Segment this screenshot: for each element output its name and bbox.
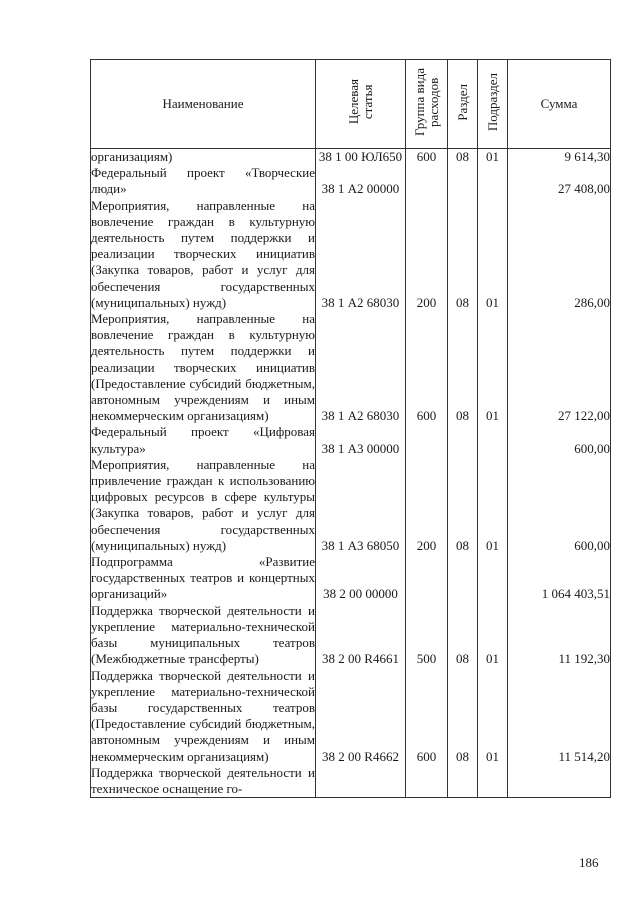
row-section <box>448 424 478 456</box>
table-row <box>91 765 611 798</box>
row-sum <box>508 765 611 798</box>
row-target-code: 38 1 А2 68030 <box>316 311 406 424</box>
table-row <box>91 311 611 424</box>
row-sum: 11 514,20 <box>508 668 611 765</box>
table-row <box>91 424 611 456</box>
header-group: Группа вида расходов <box>406 60 448 149</box>
row-target-code: 38 2 00 00000 <box>316 554 406 603</box>
row-name: Поддержка творческой деятельности и укрепление материально-технической базы государственных театров (Предоставление субсидий бюджетным, автономным учреждениям и иным некоммерческим организациям) <box>91 667 315 764</box>
header-target: Целевая статья <box>316 60 406 149</box>
header-name: Наименование <box>91 60 316 149</box>
row-section <box>448 554 478 603</box>
row-subsection: 01 <box>478 603 508 668</box>
row-section: 08 <box>448 311 478 424</box>
row-group: 600 <box>406 311 448 424</box>
row-subsection <box>478 765 508 798</box>
row-target-code: 38 1 А2 68030 <box>316 198 406 311</box>
row-group: 200 <box>406 198 448 311</box>
row-subsection: 01 <box>478 668 508 765</box>
page-number: 186 <box>579 855 599 870</box>
row-sum: 27 408,00 <box>508 165 611 197</box>
row-group <box>406 765 448 798</box>
row-sum: 27 122,00 <box>508 311 611 424</box>
row-name: Подпрограмма «Развитие государственных театров и концертных организаций» <box>91 554 315 602</box>
row-sum: 9 614,30 <box>508 149 611 166</box>
row-subsection <box>478 165 508 197</box>
row-sum: 286,00 <box>508 198 611 311</box>
row-target-code <box>316 765 406 798</box>
row-name: Федеральный проект «Цифровая культура» <box>91 424 315 456</box>
row-subsection: 01 <box>478 311 508 424</box>
row-group <box>406 554 448 603</box>
table-row <box>91 457 611 554</box>
header-section: Раздел <box>448 60 478 149</box>
row-sum: 11 192,30 <box>508 603 611 668</box>
row-subsection: 01 <box>478 149 508 166</box>
row-group <box>406 424 448 456</box>
table-row <box>91 198 611 311</box>
table-header-row <box>91 60 611 149</box>
table-row <box>91 165 611 197</box>
table-row <box>91 603 611 668</box>
row-group: 200 <box>406 457 448 554</box>
row-subsection: 01 <box>478 198 508 311</box>
row-group <box>406 165 448 197</box>
row-section: 08 <box>448 603 478 668</box>
table-row <box>91 554 611 603</box>
row-name: Мероприятия, направленные на вовлечение граждан в культурную деятельность путем поддержки и реализации творческих инициатив (Закупка товаров, работ и услуг для обеспечения государственных (муниципальных) нужд) <box>91 197 315 310</box>
row-subsection <box>478 554 508 603</box>
row-name: Поддержка творческой деятельности и техническое оснащение го- <box>91 764 315 796</box>
row-section: 08 <box>448 198 478 311</box>
row-target-code: 38 2 00 R4662 <box>316 668 406 765</box>
row-section <box>448 765 478 798</box>
table-row <box>91 149 611 166</box>
row-target-code: 38 1 А3 68050 <box>316 457 406 554</box>
row-name: Поддержка творческой деятельности и укрепление материально-технической базы муниципальных театров (Межбюджетные трансферты) <box>91 602 315 667</box>
row-target-code: 38 1 А3 00000 <box>316 424 406 456</box>
row-sum: 600,00 <box>508 424 611 456</box>
row-group: 600 <box>406 149 448 166</box>
header-subsection: Подраздел <box>478 60 508 149</box>
row-target-code: 38 1 00 ЮЛ650 <box>316 149 406 166</box>
budget-table <box>90 59 611 798</box>
row-name: Мероприятия, направленные на вовлечение граждан в культурную деятельность путем поддержки и реализации творческих инициатив (Предоставление субсидий бюджетным, автономным учреждениям и иным некоммерческим организациям) <box>91 311 315 424</box>
row-subsection: 01 <box>478 457 508 554</box>
row-section: 08 <box>448 149 478 166</box>
header-sum: Сумма <box>508 60 611 149</box>
row-name: организациям) <box>91 149 316 166</box>
row-target-code: 38 1 А2 00000 <box>316 165 406 197</box>
row-name: Мероприятия, направленные на привлечение граждан к использованию цифровых ресурсов в сфере культуры (Закупка товаров, работ и услуг для обеспечения государственных (муниципальных) нужд) <box>91 456 315 553</box>
row-group: 600 <box>406 668 448 765</box>
row-section <box>448 165 478 197</box>
row-section: 08 <box>448 668 478 765</box>
row-name: Федеральный проект «Творческие люди» <box>91 165 315 197</box>
row-subsection <box>478 424 508 456</box>
row-sum: 600,00 <box>508 457 611 554</box>
table-row <box>91 668 611 765</box>
row-target-code: 38 2 00 R4661 <box>316 603 406 668</box>
row-group: 500 <box>406 603 448 668</box>
row-section: 08 <box>448 457 478 554</box>
row-sum: 1 064 403,51 <box>508 554 611 603</box>
